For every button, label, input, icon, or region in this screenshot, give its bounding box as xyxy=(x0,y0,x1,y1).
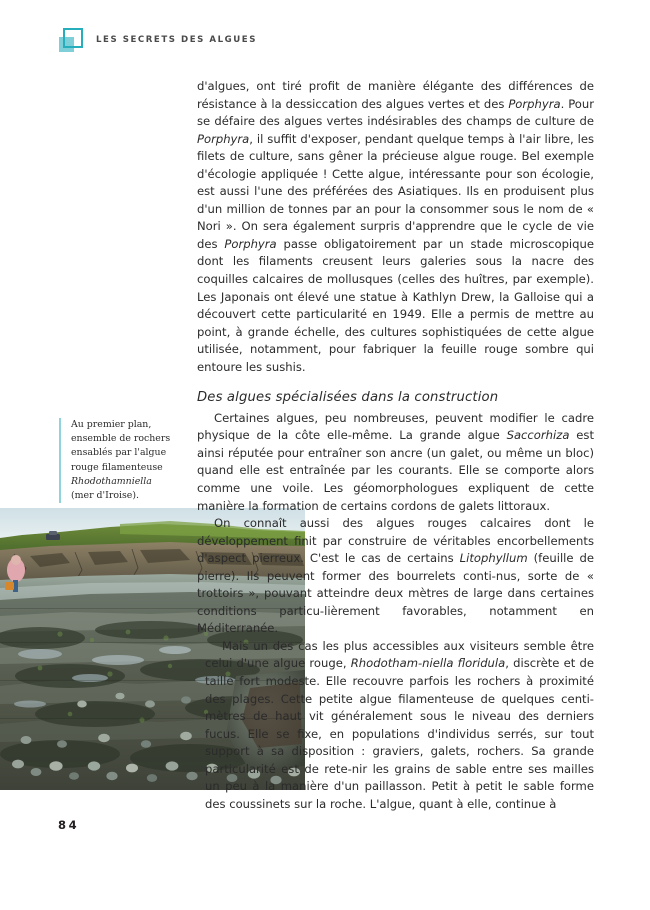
paragraph-rhodothamniella xyxy=(197,638,594,813)
text-run: d'algues, ont tiré profit de manière élégante des différences de résistance à la dessiccation des algues vertes et des xyxy=(197,79,594,111)
photo-caption xyxy=(59,418,193,503)
species-porphyra: Porphyra xyxy=(197,131,250,146)
caption-line: ensablés par l'algue xyxy=(71,447,167,459)
caption-line: ensemble de rochers xyxy=(71,433,171,445)
square-outline-icon xyxy=(63,28,83,48)
text-run: , discrète et de taille fort modeste. Elle recouvre parfois les rochers à proximité des plages. Cette petite algue filamenteuse de quelques centi-mètres de haut vit généralement sous le niveau des derniers fucus. Elle se fixe, en populations d'individus serrés, sur tout support à sa disposition : graviers, galets, rochers. Sa grande particularité est de rete-nir les grains de sable entre ses mailles un peu à la manière d'un paillasson. Petit à petit le sable forme des coussinets sur la roche. L'algue, quant à elle, continue à xyxy=(205,656,594,811)
species-porphyra: Porphyra xyxy=(508,96,561,111)
paragraph-saccorhiza xyxy=(197,410,594,515)
paragraph-litophyllum xyxy=(197,515,594,638)
text-run: est ainsi réputée pour entraîner son ancre (un galet, ou même un bloc) quand elle est entraînée par les courants. Elle se comporte alors comme une voile. Les géomorphologues expliquent de cette manière la formation de certains cordons de galets littoraux. xyxy=(197,428,594,513)
text-run: , il suffit d'exposer, pendant quelque temps à l'air libre, les filets de culture, sans gêner la précieuse algue rouge. Bel exemple d'écologie appliquée ! Cette algue, intéressante pour son écologie, est aussi l'une des préférées des Asiatiques. Ils en produisent plus d'un million de tonnes par an pour la consommer sous le nom de « Nori ». On sera également surpris d'apprendre que le cycle de vie des xyxy=(197,131,594,251)
species-saccorhiza: Saccorhiza xyxy=(506,428,570,443)
caption-line: Au premier plan, xyxy=(71,419,152,430)
caption-species-name: Rhodothamniella xyxy=(71,475,152,487)
text-run: . Pour se défaire des algues vertes indésirables des champs de culture de xyxy=(197,96,594,129)
caption-line: (mer d'Iroise). xyxy=(71,490,139,502)
caption-line: rouge filamenteuse xyxy=(71,461,163,473)
running-head xyxy=(59,28,257,52)
species-rhodothamniella: Rhodotham-niella floridula xyxy=(350,656,506,671)
photo-text-wrap-spacer xyxy=(93,638,205,910)
text-run: Certaines algues, peu nombreuses, peuvent modifier le cadre physique de la côte elle-même. La grande algue xyxy=(197,410,594,443)
chapter-mark-icon xyxy=(59,28,85,52)
running-head-title: LES SECRETS DES ALGUES xyxy=(96,35,257,46)
body-text-column xyxy=(197,78,594,910)
page-number: 84 xyxy=(58,818,80,832)
text-run: (feuille de pierre). Ils peuvent former des bourrelets conti-nus, sorte de « trottoirs », pouvant atteindre deux mètres de large dans certaines conditions particu-lièrement favorables, notamment en Méditerranée. xyxy=(197,551,594,636)
text-run: Mais un des cas les plus accessibles aux visiteurs semble être celui d'une algue rouge, xyxy=(205,638,594,671)
text-run: passe obligatoirement par un stade microscopique dont les filaments creusent leurs galeries sous la nacre des coquilles calcaires de mollusques (celles des huîtres, par exemple). Les Japonais ont élevé une statue à Kathlyn Drew, la Galloise qui a découvert cette particularité en 1949. Elle a permis de mettre au point, à grande échelle, des cultures sophistiquées de cette algue utilisée, notamment, pour fabriquer la feuille rouge sombre qui entoure les sushis. xyxy=(197,236,594,374)
species-porphyra: Porphyra xyxy=(224,236,277,251)
section-subheading: Des algues spécialisées dans la construction xyxy=(197,390,499,406)
paragraph-porphyra xyxy=(197,78,594,376)
text-run: On connaît aussi des algues rouges calcaires dont le développement finit par construire de véritables encorbellements d'aspect pierreux. C'est le cas de certains xyxy=(197,516,594,566)
species-litophyllum: Litophyllum xyxy=(459,551,528,566)
